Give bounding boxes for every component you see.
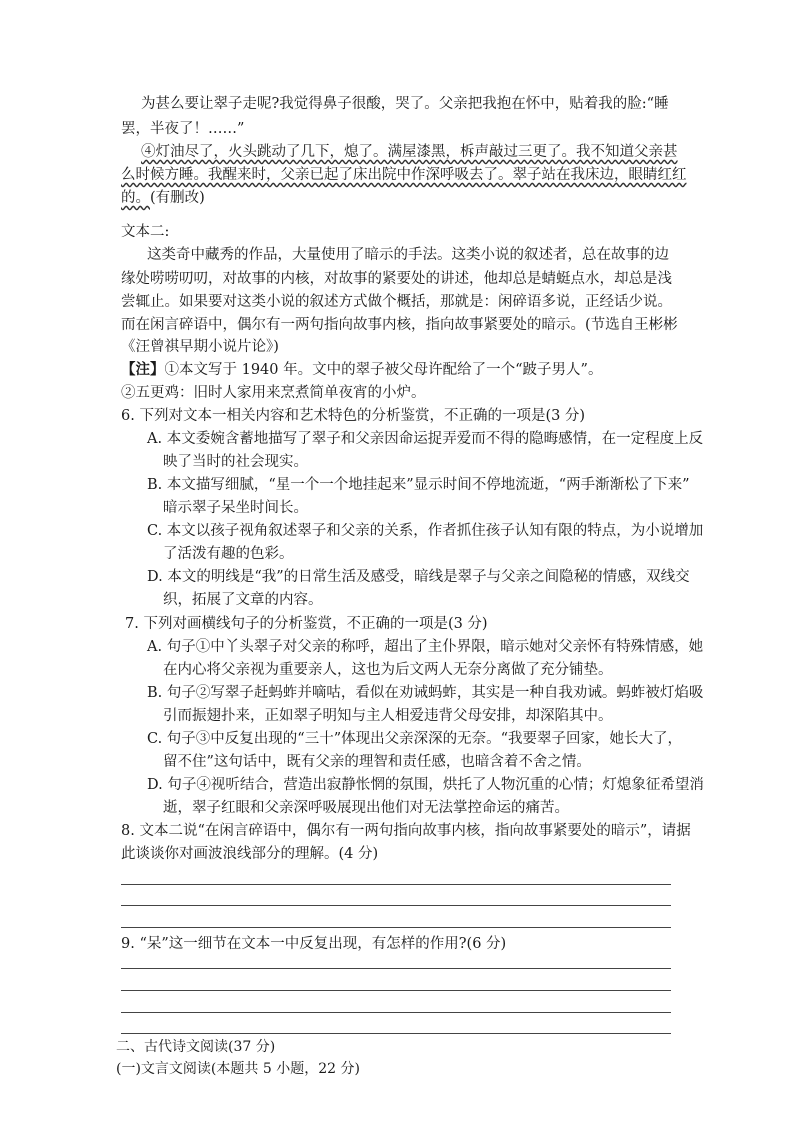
q6-option-b-cont: 暗示翠子呆坐时间长。 — [163, 500, 308, 516]
q7-stem: 7. 下列对画横线句子的分析鉴赏，不正确的一项是(3 分) — [125, 616, 488, 632]
q6-option-d: D. 本文的明线是“我”的日常生活及感受，暗线是翠子与父亲之间隐秘的情感，双线交 — [147, 569, 690, 585]
text-one-para2-line3-wrap — [121, 187, 205, 209]
text-two-line: 尝辄止。如果要对这类小说的叙述方式做个概括，那就是：闲碎语多说，正经话少说。 — [121, 294, 672, 310]
q7-option-b: B. 句子②写翠子赶蚂蚱并嘀咕，看似在劝诫蚂蚱，其实是一种自我劝诫。蚂蚱被灯焰吸 — [147, 685, 704, 701]
q9-answer-line[interactable] — [121, 990, 671, 991]
q7-option-b-cont: 引而振翅扑来，正如翠子明知与主人相爱违背父母安排，却深陷其中。 — [163, 708, 613, 724]
q7-option-a: A. 句子①中丫头翠子对父亲的称呼，超出了主仆界限，暗示她对父亲怀有特殊情感，她 — [147, 639, 704, 655]
q8-answer-line[interactable] — [121, 905, 671, 906]
q7-option-a-cont: 在内心将父亲视为重要亲人，这也为后文两人无奈分离做了充分铺垫。 — [163, 662, 613, 678]
note-label: 【注】 — [121, 361, 165, 378]
q6-option-a: A. 本文委婉含蓄地描写了翠子和父亲因命运捉弄爱而不得的隐晦感情，在一定程度上反 — [147, 431, 704, 447]
text-two-heading: 文本二: — [121, 224, 170, 240]
q8-stem-cont: 此谈谈你对画波浪线部分的理解。(4 分) — [121, 846, 379, 862]
q9-answer-line[interactable] — [121, 1012, 671, 1013]
section-2-heading: 二、古代诗文阅读(37 分) — [116, 1039, 276, 1055]
q8-answer-line[interactable] — [121, 927, 671, 928]
text-one-para1-line2: 罢，半夜了！……” — [121, 121, 245, 137]
source-note: (有删改) — [150, 190, 205, 206]
q9-answer-line[interactable] — [121, 1033, 671, 1034]
text-one-para1-line1: 为甚么要让翠子走呢?我觉得鼻子很酸，哭了。父亲把我抱在怀中，贴着我的脸:“睡 — [141, 96, 669, 112]
q8-stem: 8. 文本二说“在闲言碎语中，偶尔有一两句指向故事内核，指向故事紧要处的暗示”，请据 — [121, 823, 691, 839]
text-one-para2-line1: ④灯油尽了，火头跳动了几下，熄了。满屋漆黑，柝声敲过三更了。我不知道父亲甚 — [141, 144, 678, 160]
q6-option-b: B. 本文描写细腻，“星一个一个地挂起来”显示时间不停地流逝，“两手渐渐松了下来” — [147, 477, 690, 493]
q9-answer-line[interactable] — [121, 968, 671, 969]
q6-option-d-cont: 织，拓展了文章的内容。 — [163, 592, 323, 608]
text-two-line: 缘处唠唠叨叨，对故事的内核，对故事的紧要处的讲述，他却总是蜻蜓点水，却总是浅 — [121, 271, 672, 287]
text-one-para2-line3: 的。 — [121, 190, 150, 206]
section-2-subheading: (一)文言文阅读(本题共 5 小题，22 分) — [116, 1061, 360, 1077]
note-1: ①本文写于 1940 年。文中的翠子被父母许配给了一个“跛子男人”。 — [164, 362, 603, 378]
q7-option-c-cont: 留不住”这句话中，既有父亲的理智和责任感，也暗含着不舍之情。 — [163, 754, 591, 770]
q6-option-a-cont: 映了当时的社会现实。 — [163, 454, 308, 470]
note-1-row — [121, 359, 602, 381]
q7-option-d-cont: 逝，翠子红眼和父亲深呼吸展现出他们对无法掌控命运的痛苦。 — [163, 800, 569, 816]
q6-option-c-cont: 了活泼有趣的色彩。 — [163, 546, 294, 562]
q7-option-c: C. 句子③中反复出现的“三十”体现出父亲深深的无奈。“我要翠子回家，她长大了， — [147, 731, 683, 747]
text-two-line: 这类奇中藏秀的作品，大量使用了暗示的手法。这类小说的叙述者，总在故事的边 — [147, 247, 669, 263]
note-2: ②五更鸡：旧时人家用来烹煮简单夜宵的小炉。 — [121, 385, 426, 401]
text-one-para2-line2: 么时候方睡。我醒来时，父亲已起了床出院中作深呼吸去了。翠子站在我床边，眼睛红红 — [121, 167, 687, 183]
text-two-line: 而在闲言碎语中，偶尔有一两句指向故事内核，指向故事紧要处的暗示。(节选自王彬彬 — [121, 317, 678, 333]
q7-option-d: D. 句子④视听结合，营造出寂静怅惘的氛围，烘托了人物沉重的心情；灯熄象征希望消 — [147, 777, 704, 793]
q8-answer-line[interactable] — [121, 884, 671, 885]
q6-stem: 6. 下列对文本一相关内容和艺术特色的分析鉴赏，不正确的一项是(3 分) — [121, 408, 586, 424]
text-two-line: 《汪曾祺早期小说片论》) — [121, 339, 279, 355]
q6-option-c: C. 本文以孩子视角叙述翠子和父亲的关系，作者抓住孩子认知有限的特点，为小说增加 — [147, 523, 704, 539]
q9-stem: 9. “呆”这一细节在文本一中反复出现，有怎样的作用?(6 分) — [121, 936, 507, 952]
